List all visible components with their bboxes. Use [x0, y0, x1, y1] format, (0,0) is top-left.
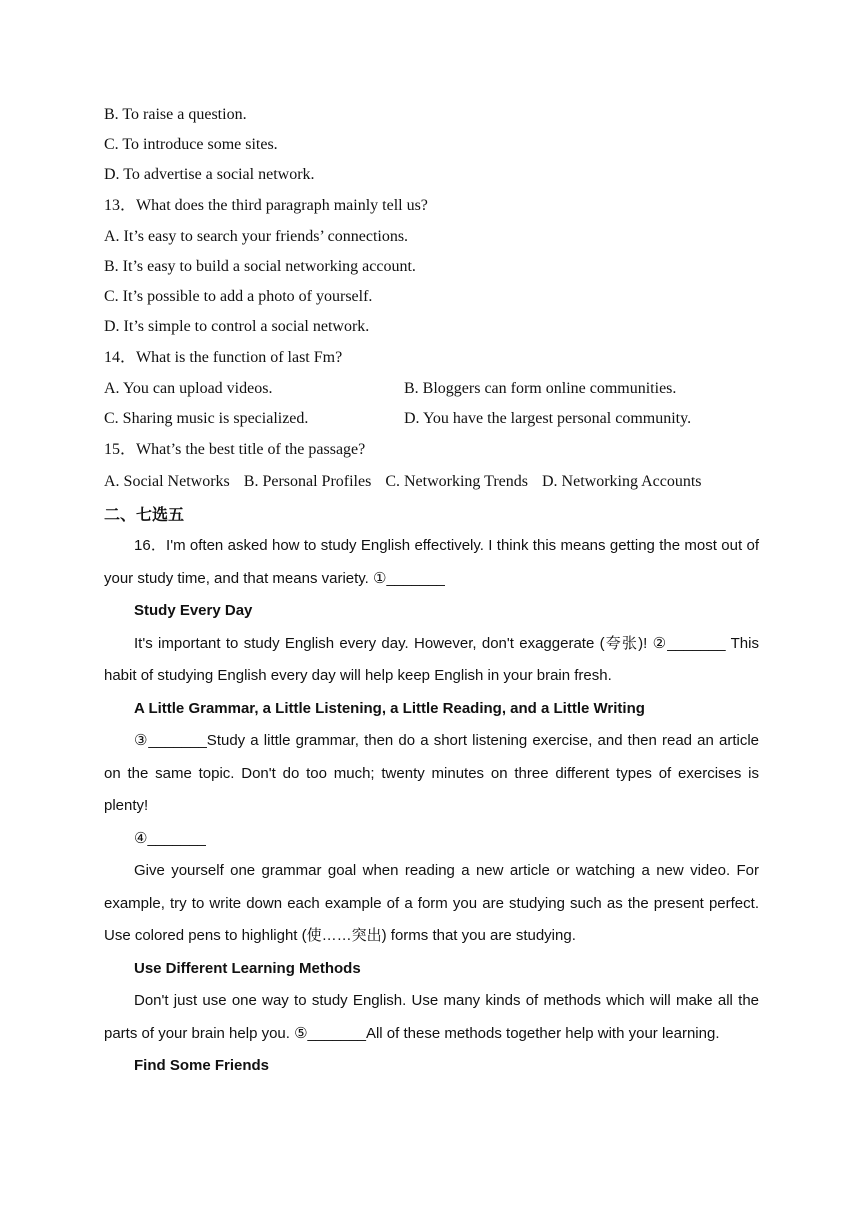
passage-paragraph-1: It's important to study English every day. However, don't exaggerate (夸张)! ②_______ This habit of studying English every day will help keep English in your brain fresh.: [104, 634, 759, 684]
passage-paragraph-3: Give yourself one grammar goal when reading a new article or watching a new video. For example, try to write down each example of a form you are studying such as the present perfect. Use colored pens to highlight (使……突出) forms that you are studying.: [104, 862, 759, 944]
q12-option-d: D. To advertise a social network.: [104, 166, 315, 183]
passage-heading-learning-methods: Use Different Learning Methods: [134, 959, 361, 977]
q12-option-b: B. To raise a question.: [104, 106, 247, 123]
q15-option-c: C. Networking Trends: [385, 473, 528, 490]
q15-options-row: [104, 466, 759, 498]
passage-paragraph-2: ③_______Study a little grammar, then do a short listening exercise, and then read an article on the same topic. Don't do too much; twenty minutes on three different types of exercises is plenty!: [104, 732, 759, 814]
q15-option-d: D. Networking Accounts: [542, 473, 702, 490]
q13-option-a: A. It’s easy to search your friends’ connections.: [104, 228, 409, 245]
q14-options-row-1: [104, 374, 759, 404]
q14-option-a: A. You can upload videos.: [104, 380, 273, 397]
q13-stem: 13．What does the third paragraph mainly tell us?: [104, 197, 428, 214]
passage-intro: 16．I'm often asked how to study English effectively. I think this means getting the most out of your study time, and that means variety. ①_______: [104, 537, 759, 587]
q14-option-d: D. You have the largest personal community.: [404, 410, 692, 427]
q14-options-row-2: [104, 404, 759, 434]
q12-option-c: C. To introduce some sites.: [104, 136, 278, 153]
q13-option-c: C. It’s possible to add a photo of yourself.: [104, 288, 373, 305]
q14-option-c: C. Sharing music is specialized.: [104, 410, 309, 427]
q13-option-d: D. It’s simple to control a social network.: [104, 318, 370, 335]
passage-blank-4: ④_______: [134, 829, 206, 847]
q13-option-b: B. It’s easy to build a social networking account.: [104, 258, 416, 275]
passage-heading-grammar-listening: A Little Grammar, a Little Listening, a Little Reading, and a Little Writing: [134, 699, 645, 717]
section-title: 二、七选五: [104, 505, 185, 524]
q15-option-a: A. Social Networks: [104, 473, 230, 490]
q14-option-b: B. Bloggers can form online communities.: [404, 380, 677, 397]
q15-stem: 15．What’s the best title of the passage?: [104, 441, 366, 458]
passage-paragraph-4: Don't just use one way to study English. Use many kinds of methods which will make all the parts of your brain help you. ⑤_______All of these methods together help with your learning.: [104, 992, 759, 1042]
passage-heading-study-every-day: Study Every Day: [134, 602, 253, 619]
document-page: [104, 100, 759, 1083]
q15-option-b: B. Personal Profiles: [243, 473, 372, 490]
passage-heading-find-friends: Find Some Friends: [134, 1057, 270, 1074]
q14-stem: 14．What is the function of last Fm?: [104, 349, 343, 366]
